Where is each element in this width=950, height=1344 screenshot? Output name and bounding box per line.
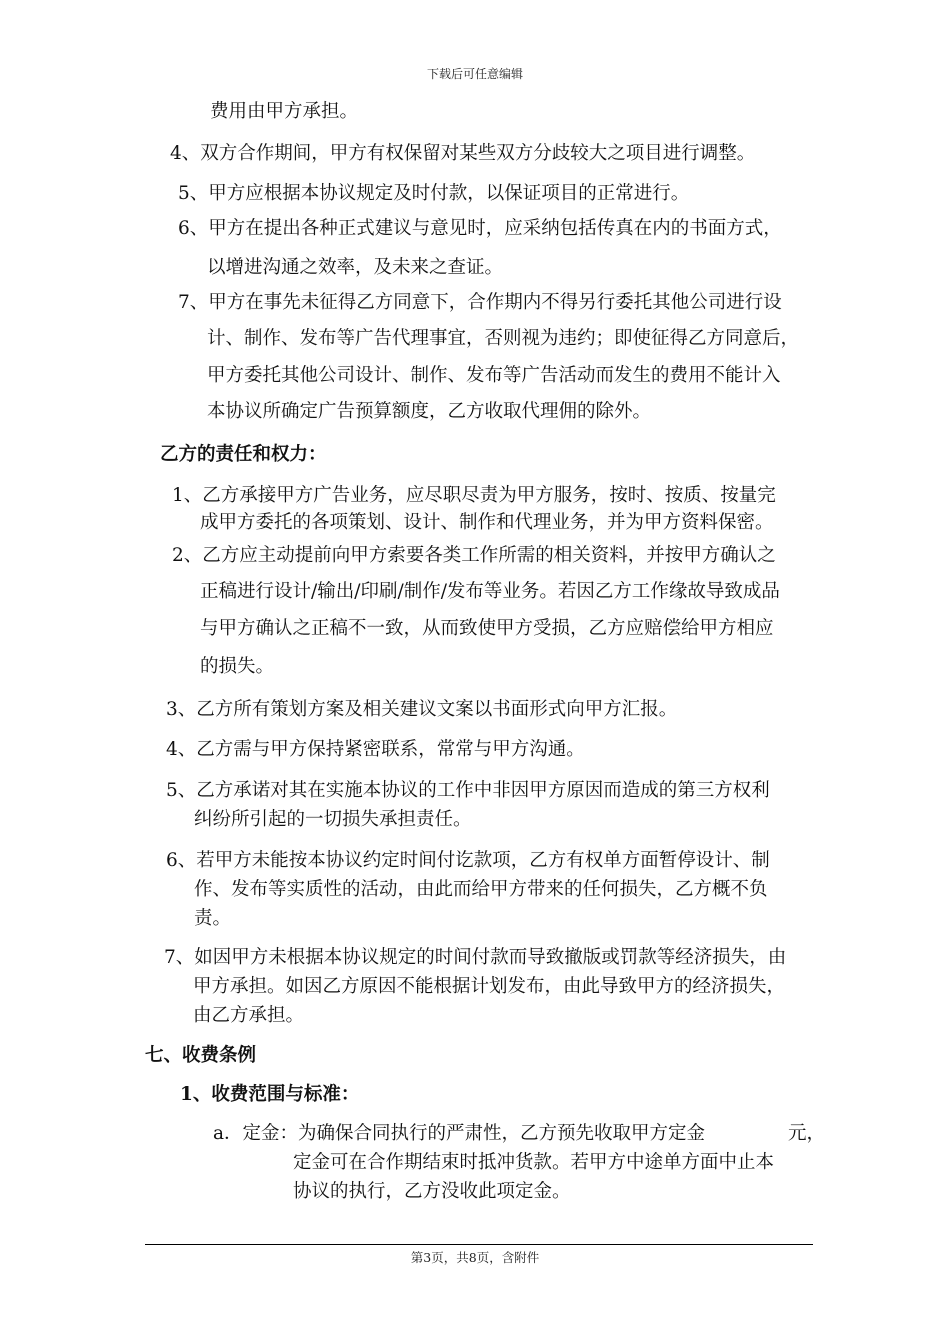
text-line: 本协议所确定广告预算额度，乙方收取代理佣的除外。 [207, 401, 652, 422]
text-line: 的损失。 [200, 656, 275, 677]
text-line: 甲方委托其他公司设计、制作、发布等广告活动而发生的费用不能计入 [207, 365, 781, 386]
text-line: 纠纷所引起的一切损失承担责任。 [194, 809, 472, 830]
list-item-text: 7、甲方在事先未征得乙方同意下，合作期内不得另行委托其他公司进行设 [178, 292, 782, 313]
footer-divider [145, 1244, 813, 1245]
text-line: 正稿进行设计/输出/印刷/制作/发布等业务。若因乙方工作缘故导致成品 [200, 581, 780, 602]
text-line: 以增进沟通之效率，及未来之查证。 [207, 257, 504, 278]
list-item-text: 5、乙方承诺对其在实施本协议的工作中非因甲方原因而造成的第三方权利 [166, 780, 770, 801]
list-item-text: 3、乙方所有策划方案及相关建议文案以书面形式向甲方汇报。 [166, 699, 678, 720]
text-line: 与甲方确认之正稿不一致，从而致使甲方受损，乙方应赔偿给甲方相应 [200, 618, 774, 639]
text-line: 协议的执行，乙方没收此项定金。 [293, 1181, 571, 1202]
text-line: 由乙方承担。 [193, 1005, 305, 1026]
text-line: 计、制作、发布等广告代理事宜，否则视为违约；即使征得乙方同意后， [207, 328, 800, 349]
text-line: 责。 [194, 908, 232, 929]
text-line: 定金可在合作期结束时抵冲货款。若甲方中途单方面中止本 [293, 1152, 775, 1173]
clause-text-end: 元， [788, 1123, 826, 1144]
text-line: 费用由甲方承担。 [210, 101, 359, 122]
text-line: 作、发布等实质性的活动，由此而给甲方带来的任何损失，乙方概不负 [194, 879, 768, 900]
page-footer: 第3页，共8页，含附件 [410, 1250, 540, 1265]
list-item-text: 4、乙方需与甲方保持紧密联系，常常与甲方沟通。 [166, 739, 585, 760]
clause-text: a．定金：为确保合同执行的严肃性，乙方预先收取甲方定金 [213, 1123, 706, 1144]
section-heading: 七、收费条例 [145, 1045, 257, 1066]
list-item-text: 6、甲方在提出各种正式建议与意见时，应采纳包括传真在内的书面方式， [178, 218, 782, 239]
section-heading: 乙方的责任和权力： [160, 444, 327, 465]
subsection-heading: 1、收费范围与标准： [180, 1084, 360, 1105]
list-item-text: 7、如因甲方未根据本协议规定的时间付款而导致撤版或罚款等经济损失，由 [164, 947, 787, 968]
page-header: 下载后可任意编辑 [426, 67, 523, 81]
list-item-text: 4、双方合作期间，甲方有权保留对某些双方分歧较大之项目进行调整。 [170, 143, 756, 164]
list-item-text: 1、乙方承接甲方广告业务，应尽职尽责为甲方服务，按时、按质、按量完 [172, 485, 776, 506]
text-line: 成甲方委托的各项策划、设计、制作和代理业务，并为甲方资料保密。 [200, 512, 774, 533]
list-item-text: 2、乙方应主动提前向甲方索要各类工作所需的相关资料，并按甲方确认之 [172, 545, 776, 566]
text-line: 甲方承担。如因乙方原因不能根据计划发布，由此导致甲方的经济损失， [193, 976, 786, 997]
list-item-text: 5、甲方应根据本协议规定及时付款，以保证项目的正常进行。 [178, 183, 690, 204]
list-item-text: 6、若甲方未能按本协议约定时间付讫款项，乙方有权单方面暂停设计、制 [166, 850, 770, 871]
